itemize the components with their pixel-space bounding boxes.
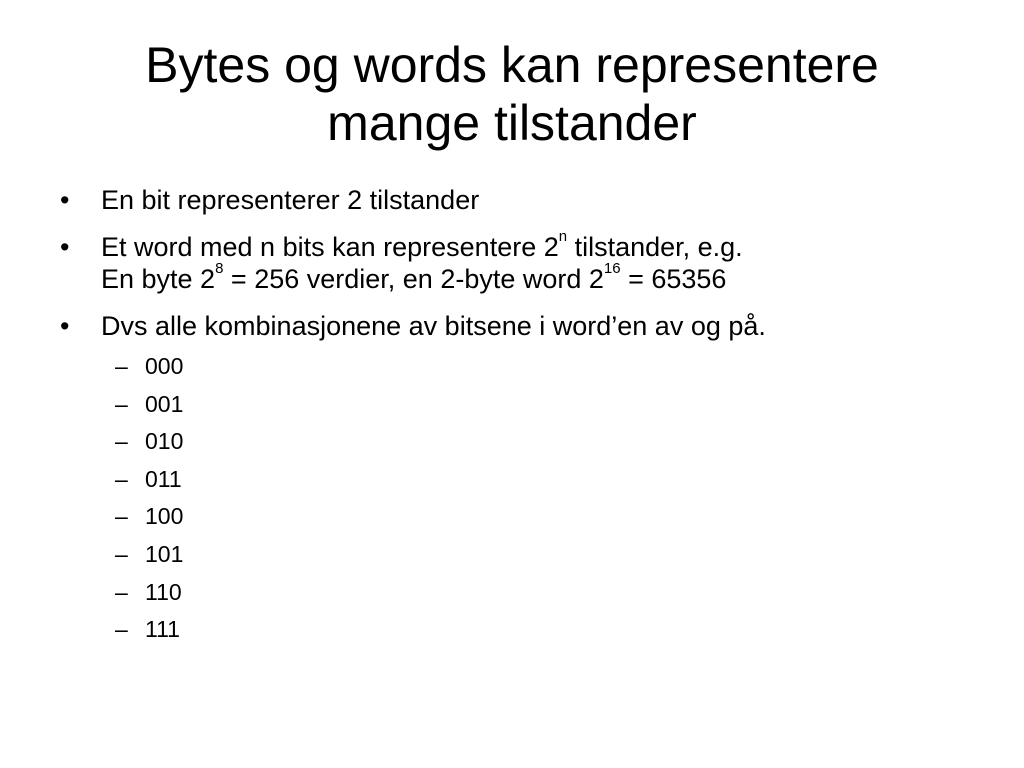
sub-item-text: 101 — [145, 540, 184, 567]
sub-list-item — [115, 464, 980, 494]
sub-item-text: 011 — [145, 465, 182, 492]
bullet-text-line-1 — [101, 228, 980, 263]
sub-list-item — [115, 389, 980, 419]
sub-list-item — [115, 426, 980, 456]
sub-item-text: 111 — [145, 616, 180, 643]
bullet-item — [60, 184, 980, 216]
sub-item-text: 110 — [145, 578, 182, 605]
dash-marker: – — [115, 465, 128, 492]
slide-body — [60, 184, 980, 652]
bullet-text-part: tilstander, e.g. — [567, 232, 743, 262]
bullet-text: En bit representerer 2 tilstander — [101, 185, 480, 215]
sub-item-text: 000 — [145, 353, 184, 379]
sub-item-text: 100 — [145, 503, 184, 530]
sub-item-text: 001 — [145, 390, 184, 417]
sub-list-item — [115, 351, 980, 381]
bullet-marker: • — [60, 311, 70, 341]
bullet-item — [60, 228, 980, 295]
slide-title-line-2: mange tilstander — [327, 95, 697, 151]
slide-title-line-1: Bytes og words kan representere — [145, 37, 879, 93]
bullet-text-part: En byte 2 — [101, 264, 216, 294]
dash-marker: – — [115, 540, 128, 567]
bullet-text: Dvs alle kombinasjonene av bitsene i word’en av og på. — [101, 311, 766, 341]
bullet-marker: • — [60, 232, 70, 262]
bullet-item — [60, 310, 980, 342]
sub-item-text: 010 — [145, 428, 184, 455]
bullet-text-line-2 — [101, 260, 980, 295]
dash-marker: – — [115, 353, 128, 379]
bullet-marker: • — [60, 185, 70, 215]
dash-marker: – — [115, 616, 128, 643]
sub-list-item — [115, 577, 980, 607]
slide-title — [52, 36, 972, 152]
dash-marker: – — [115, 428, 128, 455]
sub-list — [60, 351, 980, 644]
dash-marker: – — [115, 390, 128, 417]
sub-list-item — [115, 501, 980, 531]
dash-marker: – — [115, 578, 128, 605]
sub-list-item — [115, 614, 980, 644]
bullet-text-part: = 256 verdier, en 2-byte word 2 — [223, 264, 604, 294]
sub-list-item — [115, 539, 980, 569]
dash-marker: – — [115, 503, 128, 530]
superscript: 16 — [603, 260, 621, 277]
superscript: 8 — [215, 260, 224, 277]
bullet-text-part: = 65356 — [620, 264, 727, 294]
bullet-text-part: Et word med n bits kan representere 2 — [101, 232, 559, 262]
superscript: n — [558, 228, 568, 245]
